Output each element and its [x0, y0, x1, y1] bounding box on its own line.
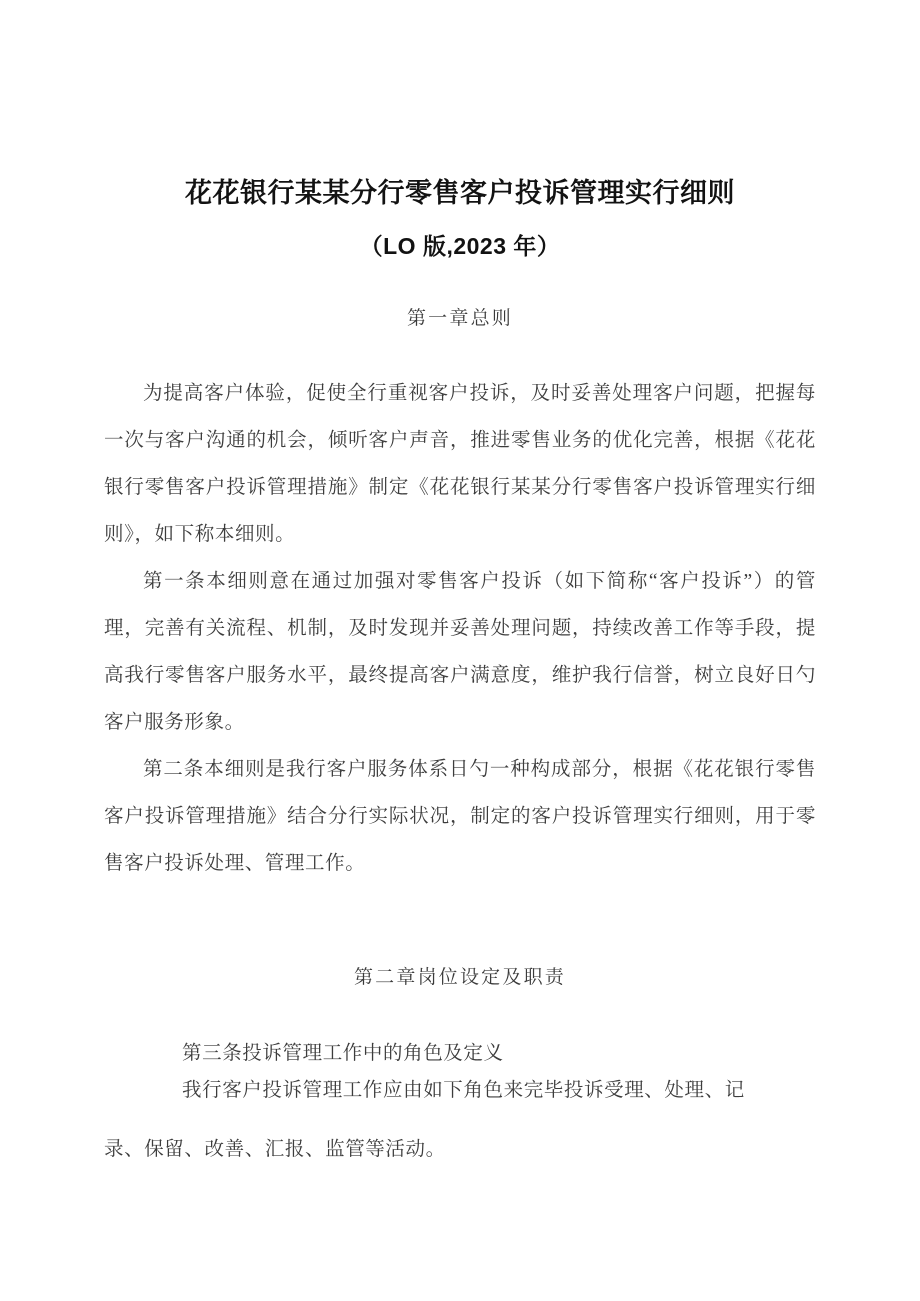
chapter-heading-1: 第一章总则 [406, 308, 513, 329]
paragraph-article-3-line-1: 我行客户投诉管理工作应由如下角色来完毕投诉受理、处理、记 [182, 1080, 745, 1101]
paragraph-preamble: 为提高客户体验，促使全行重视客户投诉，及时妥善处理客户问题，把握每一次与客户沟通的机会，倾听客户声音，推进零售业务的优化完善，根据《花花银行零售客户投诉管理措施》制定《花花银行某某分行零售客户投诉管理实行细则》，如下称本细则。 [104, 383, 816, 545]
paragraph-article-1: 第一条本细则意在通过加强对零售客户投诉（如下简称“客户投诉”）的管理，完善有关流程、机制，及时发现并妥善处理问题，持续改善工作等手段，提高我行零售客户服务水平，最终提高客户满意度，维护我行信誉，树立良好日勺客户服务形象。 [104, 571, 816, 733]
chapter-2-body [104, 1035, 816, 1109]
document-title: 花花银行某某分行零售客户投诉管理实行细则 [185, 178, 735, 208]
document-subtitle: （LO 版,2023 年） [359, 233, 561, 259]
paragraph-article-3-continuation: 录、保留、改善、汇报、监管等活动。 [104, 1139, 446, 1160]
chapter-1-body [104, 370, 816, 887]
chapter-heading-2: 第二章岗位设定及职责 [353, 967, 566, 988]
paragraph-article-2: 第二条本细则是我行客户服务体系日勺一种构成部分，根据《花花银行零售客户投诉管理措施》结合分行实际状况，制定的客户投诉管理实行细则，用于零售客户投诉处理、管理工作。 [104, 759, 816, 874]
paragraph-article-3-title: 第三条投诉管理工作中的角色及定义 [182, 1043, 504, 1064]
